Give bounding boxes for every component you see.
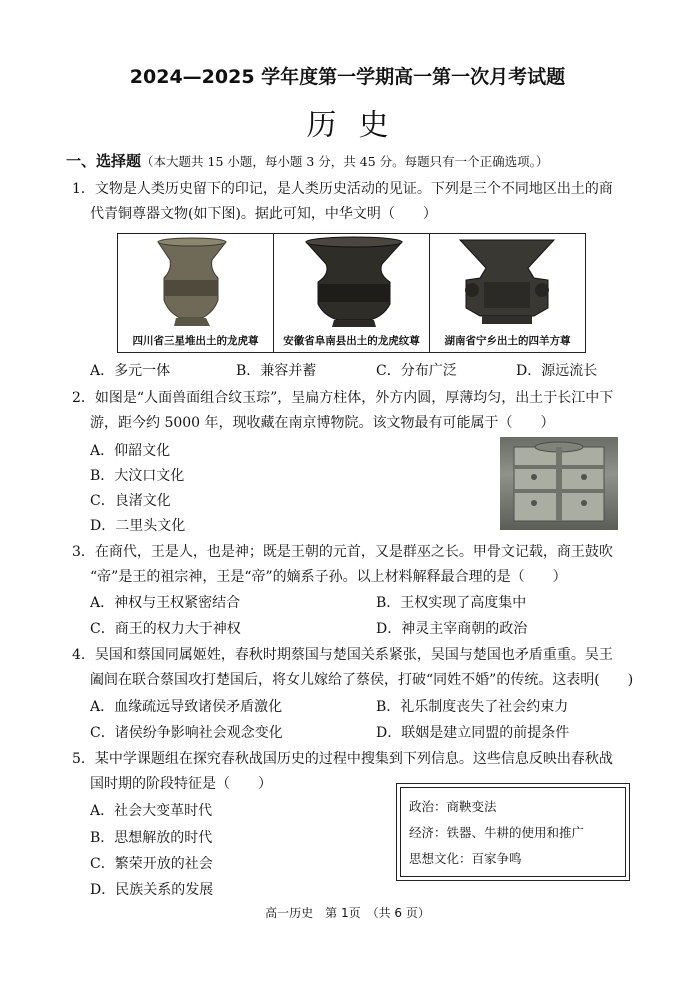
q1-option-b: B．兼容并蓄 xyxy=(236,363,317,379)
q5-option-a: A．社会大变革时代 xyxy=(90,803,213,819)
section-note: （本大题共 15 小题，每小题 3 分，共 45 分。每题只有一个正确选项。） xyxy=(141,154,549,169)
q5-info-box xyxy=(396,783,630,881)
q2-stem-line1: 2．如图是“人面兽面组合纹玉琮”，呈扁方柱体，外方内圆，厚薄均匀，出土于长江中下 xyxy=(72,390,614,406)
q2-option-b: B．大汶口文化 xyxy=(90,468,185,484)
q5-info-economy: 经济：铁器、牛耕的使用和推广 xyxy=(409,825,585,840)
q1-image-3 xyxy=(430,234,585,352)
bronze-zun-vessel-icon xyxy=(274,234,430,330)
q1-caption-1: 四川省三星堆出土的龙虎尊 xyxy=(132,335,259,347)
page-footer: 高一历史 第 1页 （共 6 页） xyxy=(265,906,430,920)
q3-option-b: B．王权实现了高度集中 xyxy=(376,595,527,611)
q2-option-d: D．二里头文化 xyxy=(90,518,186,534)
q5-option-c: C．繁荣开放的社会 xyxy=(90,856,213,872)
q1-option-d: D．源远流长 xyxy=(516,363,598,379)
q1-stem-line1: 1．文物是人类历史留下的印记，是人类历史活动的见证。下列是三个不同地区出土的商 xyxy=(72,181,613,197)
q4-option-d: D．联姻是建立同盟的前提条件 xyxy=(376,725,570,741)
bronze-zun-vessel-icon xyxy=(118,234,265,330)
q2-stem-line2: 游，距今约 5000 年，现收藏在南京博物院。该文物最有可能属于（ ） xyxy=(90,415,555,431)
q2-option-a: A．仰韶文化 xyxy=(90,443,171,459)
q1-option-c: C．分布广泛 xyxy=(376,363,457,379)
subject-title: 历史 xyxy=(306,108,411,143)
q1-caption-3: 湖南省宁乡出土的四羊方尊 xyxy=(444,335,571,347)
q4-option-a: A．血缘疏远导致诸侯矛盾激化 xyxy=(90,699,283,715)
q1-image-2 xyxy=(274,234,430,352)
q5-option-d: D．民族关系的发展 xyxy=(90,882,214,898)
q3-option-d: D．神灵主宰商朝的政治 xyxy=(376,621,528,637)
q2-image xyxy=(500,437,618,530)
jade-cong-icon xyxy=(500,437,618,530)
q4-option-b: B．礼乐制度丧失了社会约束力 xyxy=(376,699,569,715)
q4-option-c: C．诸侯纷争影响社会观念变化 xyxy=(90,725,283,741)
q3-stem-line1: 3．在商代，王是人，也是神；既是王朝的元首，又是群巫之长。甲骨文记载，商王鼓吹 xyxy=(72,544,613,560)
q1-caption-2: 安徽省阜南县出土的龙虎纹尊 xyxy=(283,335,420,347)
q3-option-c: C．商王的权力大于神权 xyxy=(90,621,241,637)
q1-option-a: A．多元一体 xyxy=(90,363,171,379)
q5-info-culture: 思想文化：百家争鸣 xyxy=(409,851,522,866)
bronze-square-zun-icon xyxy=(430,234,585,330)
q1-image-row xyxy=(117,233,586,353)
q5-option-b: B．思想解放的时代 xyxy=(90,830,213,846)
section-label: 一、选择题 xyxy=(66,152,142,170)
q5-info-politics: 政治：商鞅变法 xyxy=(409,799,497,814)
q2-option-c: C．良渚文化 xyxy=(90,493,171,509)
q4-stem-line2: 阖闾在联合蔡国攻打楚国后，将女儿嫁给了蔡侯，打破“同姓不婚”的传统。这表明( ) xyxy=(90,672,634,688)
section-heading xyxy=(66,150,548,171)
q1-stem-line2: 代青铜尊器文物(如下图)。据此可知，中华文明（ ） xyxy=(90,206,437,222)
q4-stem-line1: 4．吴国和蔡国同属姬姓，春秋时期蔡国与楚国关系紧张，吴国与楚国也矛盾重重。吴王 xyxy=(72,647,613,663)
q3-stem-line2: “帝”是王的祖宗神，王是“帝”的嫡系子孙。以上材料解释最合理的是（ ） xyxy=(90,569,567,585)
q1-image-1 xyxy=(118,234,274,352)
q5-stem-line2: 国时期的阶段特征是（ ） xyxy=(90,776,272,792)
exam-title: 2024—2025 学年度第一学期高一第一次月考试题 xyxy=(129,66,566,88)
q3-option-a: A．神权与王权紧密结合 xyxy=(90,595,241,611)
q5-stem-line1: 5．某中学课题组在探究春秋战国历史的过程中搜集到下列信息。这些信息反映出春秋战 xyxy=(72,751,613,767)
